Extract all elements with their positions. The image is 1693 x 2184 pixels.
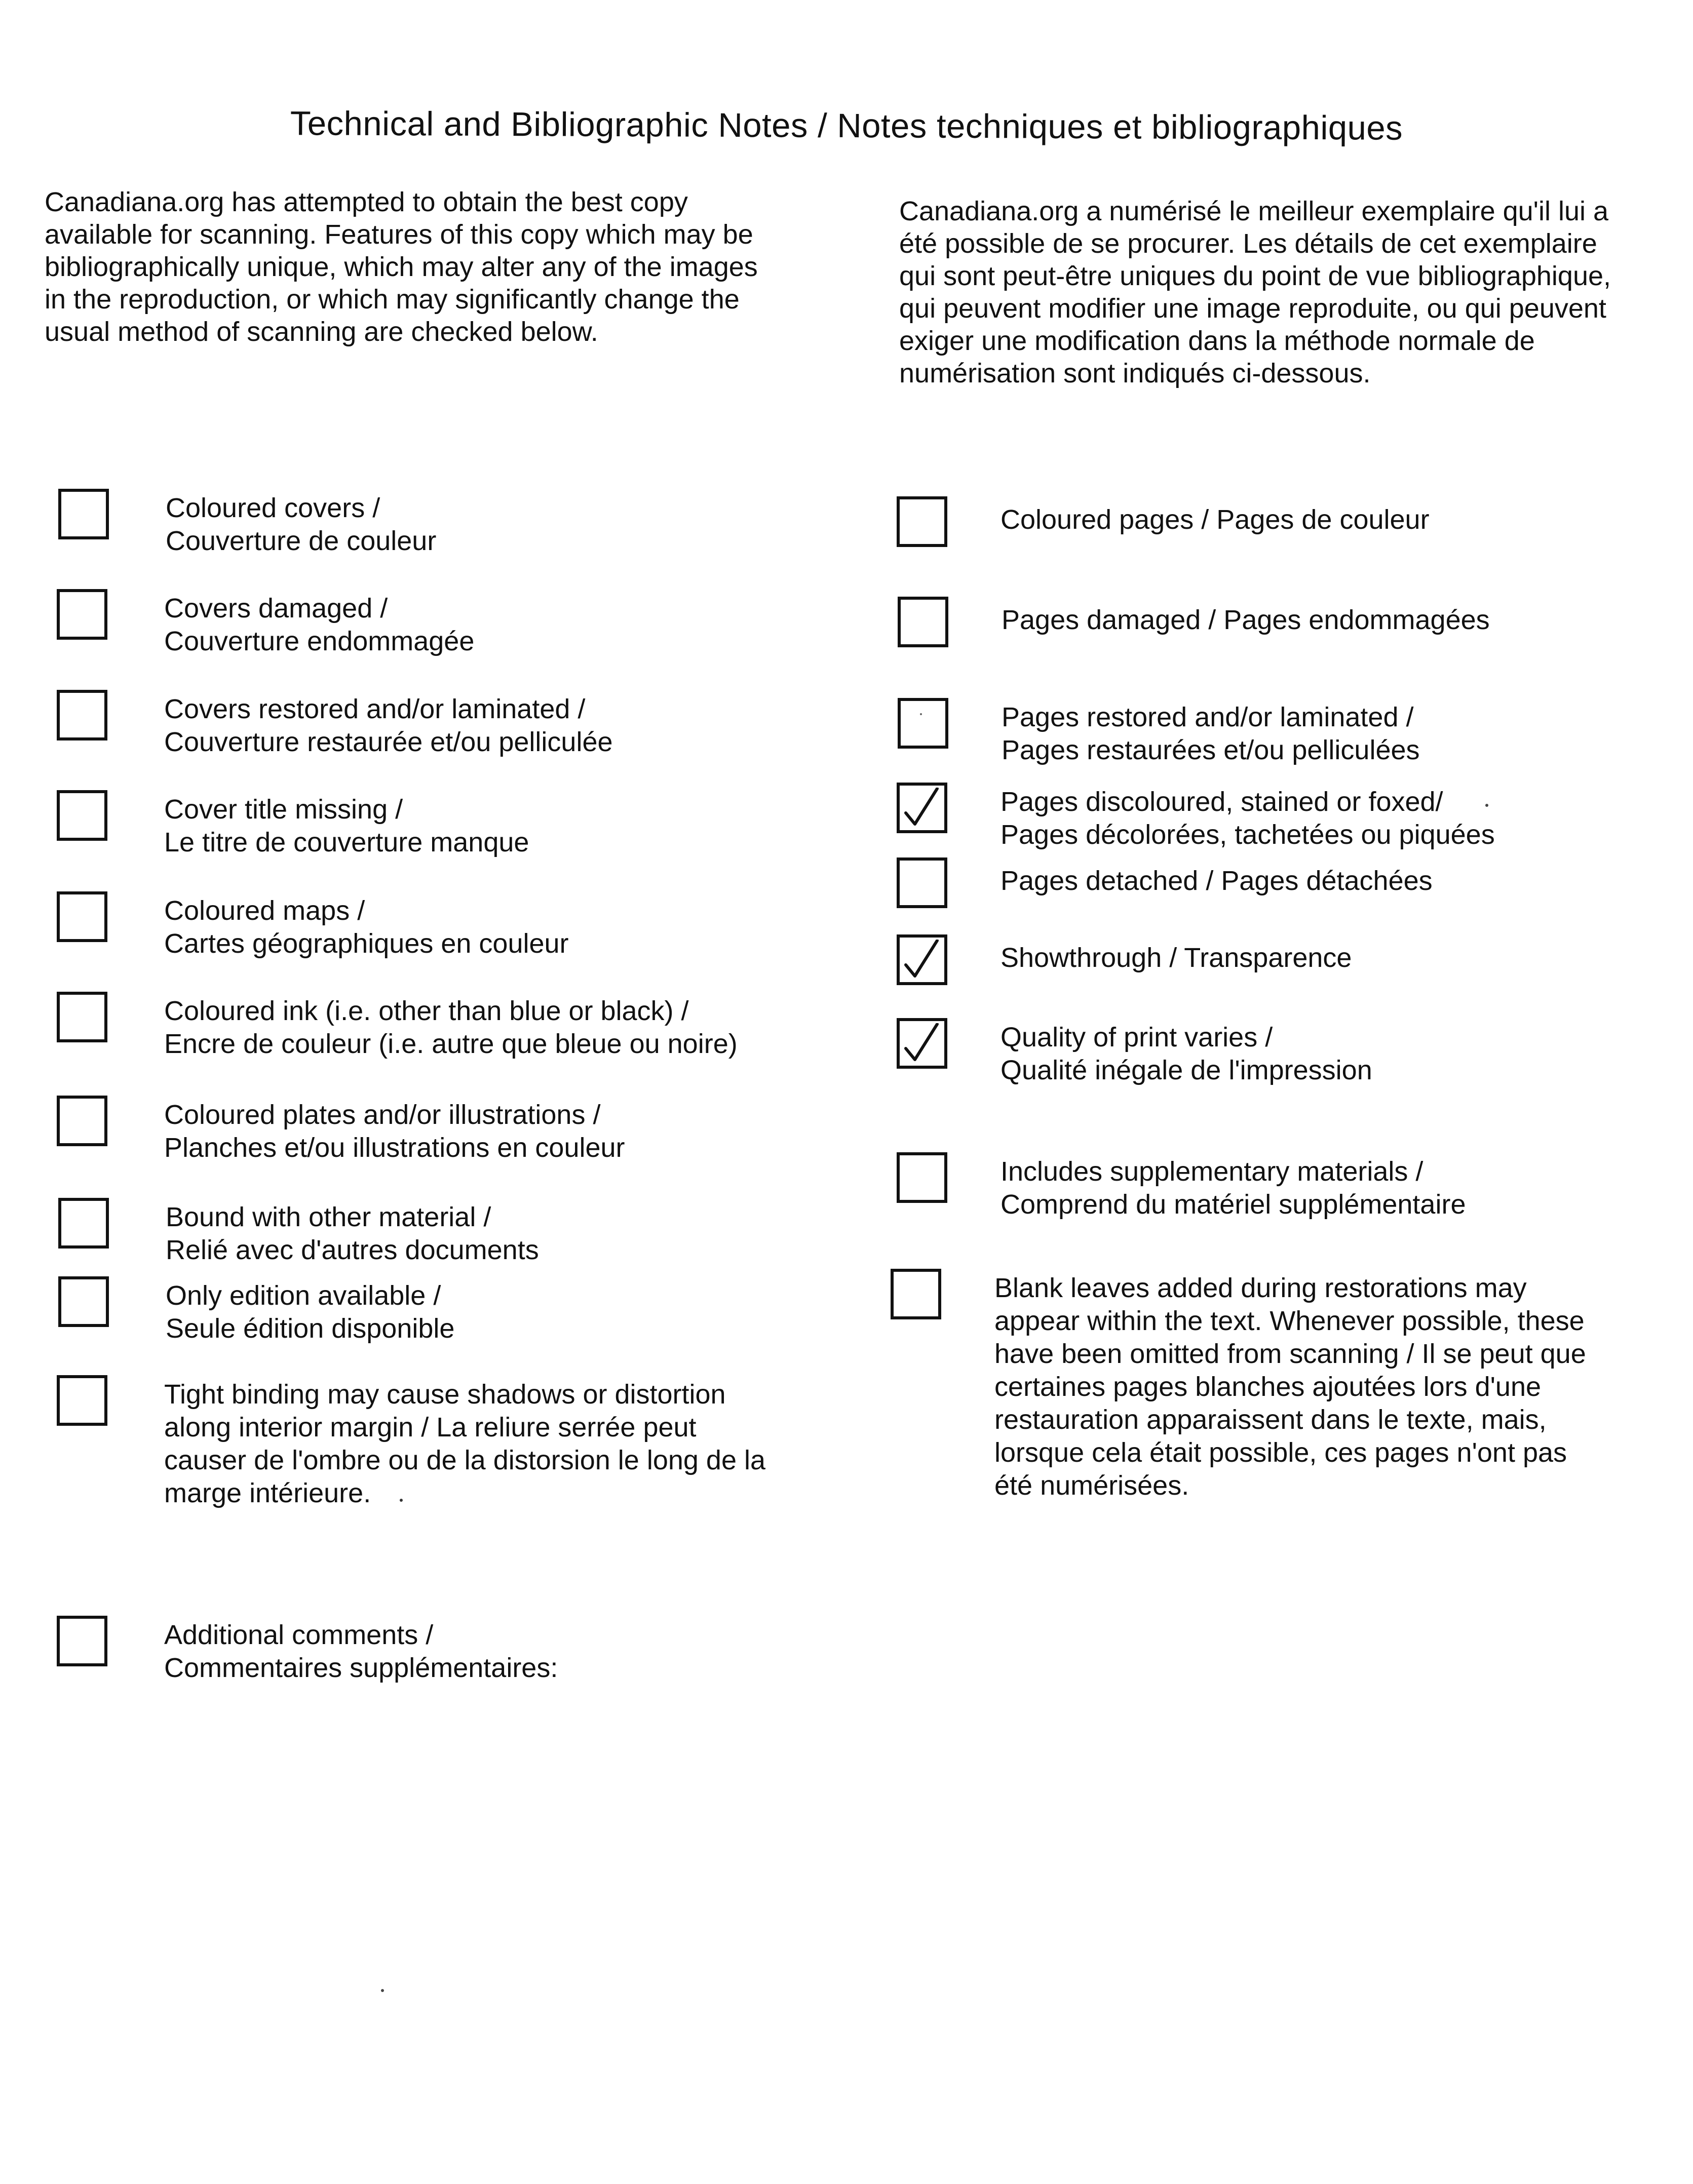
intro-line: Canadiana.org a numérisé le meilleur exemplaire qu'il lui a	[899, 196, 1609, 226]
label-line: Cartes géographiques en couleur	[164, 928, 569, 959]
speck	[1485, 804, 1488, 807]
label-line: marge intérieure.	[164, 1478, 371, 1508]
label-line: Pages restaurées et/ou pelliculées	[1002, 735, 1420, 765]
label-line: Quality of print varies /	[1001, 1022, 1273, 1052]
intro-line: numérisation sont indiqués ci-dessous.	[899, 358, 1371, 388]
label-line: Qualité inégale de l'impression	[1001, 1055, 1372, 1085]
speck	[400, 1499, 403, 1502]
label-line: causer de l'ombre ou de la distorsion le long de la	[164, 1445, 766, 1475]
speck	[381, 1989, 384, 1992]
label-line: Commentaires supplémentaires:	[164, 1653, 558, 1683]
label-line: have been omitted from scanning / Il se peut que	[994, 1339, 1586, 1369]
label-line: Encre de couleur (i.e. autre que bleue ou noire)	[164, 1029, 738, 1059]
label-line: Includes supplementary materials /	[1001, 1156, 1423, 1187]
intro-line: qui sont peut-être uniques du point de vue bibliographique,	[899, 261, 1611, 291]
label-line: Coloured covers /	[166, 493, 380, 523]
intro-line: usual method of scanning are checked below.	[45, 317, 598, 347]
label-line: Covers damaged /	[164, 593, 388, 623]
label-line: Relié avec d'autres documents	[166, 1235, 539, 1265]
label-line: Le titre de couverture manque	[164, 827, 529, 857]
label-line: Pages discoloured, stained or foxed/	[1001, 787, 1443, 817]
page-title: Technical and Bibliographic Notes / Notes techniques et bibliographiques	[290, 104, 1403, 147]
label-line: Showthrough / Transparence	[1001, 943, 1352, 973]
label-line: Coloured plates and/or illustrations /	[164, 1100, 601, 1130]
label-line: Coloured ink (i.e. other than blue or black) /	[164, 996, 689, 1026]
label-line: Covers restored and/or laminated /	[164, 694, 586, 724]
label-line: Pages décolorées, tachetées ou piquées	[1001, 820, 1495, 850]
label-line: appear within the text. Whenever possible, these	[994, 1306, 1585, 1336]
label-line: Planches et/ou illustrations en couleur	[164, 1133, 625, 1163]
intro-line: bibliographically unique, which may alter any of the images	[45, 252, 758, 282]
intro-line: exiger une modification dans la méthode normale de	[899, 326, 1535, 356]
label-line: Blank leaves added during restorations may	[994, 1273, 1527, 1303]
label-line: Pages restored and/or laminated /	[1002, 702, 1414, 732]
intro-line: été possible de se procurer. Les détails de cet exemplaire	[899, 228, 1597, 259]
label-line: Couverture restaurée et/ou pelliculée	[164, 727, 613, 757]
label-line: Bound with other material /	[166, 1202, 491, 1232]
label-line: Coloured maps /	[164, 895, 365, 926]
label-line: certaines pages blanches ajoutées lors d'une	[994, 1372, 1542, 1402]
speck	[920, 713, 922, 715]
label-line: Comprend du matériel supplémentaire	[1001, 1189, 1466, 1220]
label-line: Coloured pages / Pages de couleur	[1001, 504, 1430, 535]
label-line: restauration apparaissent dans le texte, mais,	[994, 1405, 1547, 1435]
label-line: Only edition available /	[166, 1280, 441, 1311]
intro-line: Canadiana.org has attempted to obtain the best copy	[45, 187, 688, 217]
label-line: Couverture endommagée	[164, 626, 475, 656]
label-line: Cover title missing /	[164, 794, 403, 825]
label-line: along interior margin / La reliure serrée peut	[164, 1412, 697, 1442]
label-line: Additional comments /	[164, 1620, 434, 1650]
intro-line: available for scanning. Features of this copy which may be	[45, 219, 753, 250]
label-line: lorsque cela était possible, ces pages n'ont pas	[994, 1437, 1567, 1468]
label-line: Couverture de couleur	[166, 526, 437, 556]
intro-line: qui peuvent modifier une image reproduite, ou qui peuvent	[899, 293, 1606, 324]
label-line: Tight binding may cause shadows or distortion	[164, 1379, 726, 1410]
label-line: Seule édition disponible	[166, 1313, 455, 1344]
label-line: été numérisées.	[994, 1470, 1189, 1501]
label-line: Pages damaged / Pages endommagées	[1002, 605, 1490, 635]
label-line: Pages detached / Pages détachées	[1001, 866, 1433, 896]
intro-line: in the reproduction, or which may significantly change the	[45, 284, 740, 315]
